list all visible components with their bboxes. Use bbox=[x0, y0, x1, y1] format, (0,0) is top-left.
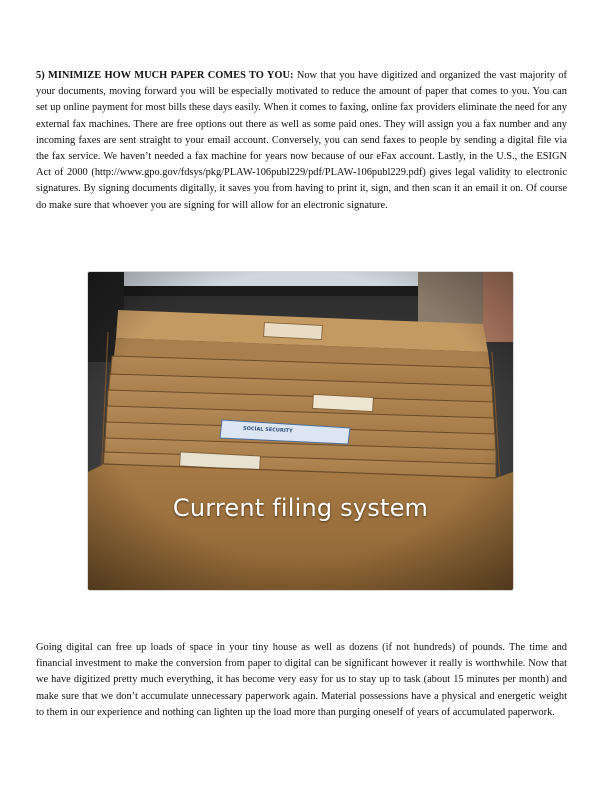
social-security-card-label: SOCIAL SECURITY bbox=[242, 425, 293, 435]
accordion-folder-image bbox=[88, 272, 513, 590]
photo-caption: Current filing system bbox=[172, 494, 429, 522]
paragraph-going-digital: Going digital can free up loads of space in your tiny house as well as dozens (if not hundreds) of pounds. The time and financial investment to make the conversion from paper to digital can be significant however it really is worthwhile. Now that we have digitized pretty much everything, it has become very easy for us to stay up to task (about 15 minutes per month) and make sure that we don’t accumulate unnecessary paperwork again. Material possessions have a physical and energetic weight to them in our experience and nothing can lighten up the load more than purging oneself of years of accumulated paperwork. bbox=[36, 642, 567, 718]
filing-system-photo bbox=[88, 272, 513, 590]
section-heading: 5) MINIMIZE HOW MUCH PAPER COMES TO YOU: bbox=[36, 70, 294, 81]
paragraph-body: Now that you have digitized and organized the vast majority of your documents, moving forward you will be especially motivated to reduce the amount of paper that comes to you. You can set up online payment for most bills these days easily. When it comes to faxing, online fax providers eliminate the need for any external fax machines. There are free options out there as well as some paid ones. They will assign you a fax number and any incoming faxes are sent straight to your email account. Conversely, you can send faxes to people by sending a digital file via the fax service. We haven’t needed a fax machine for years now because of our eFax account. Lastly, in the U.S., the ESIGN Act of 2000 (http://www.gpo.gov/fdsys/pkg/PLAW-106publ229/pdf/PLAW-106publ229.pdf) gives legal validity to electronic signatures. By signing documents digitally, it saves you from having to print it, sign, and then scan it an email it on. Of course do make sure that whoever you are signing for will allow for an electronic signature. bbox=[36, 70, 567, 211]
paragraph-minimize-paper bbox=[36, 68, 567, 214]
